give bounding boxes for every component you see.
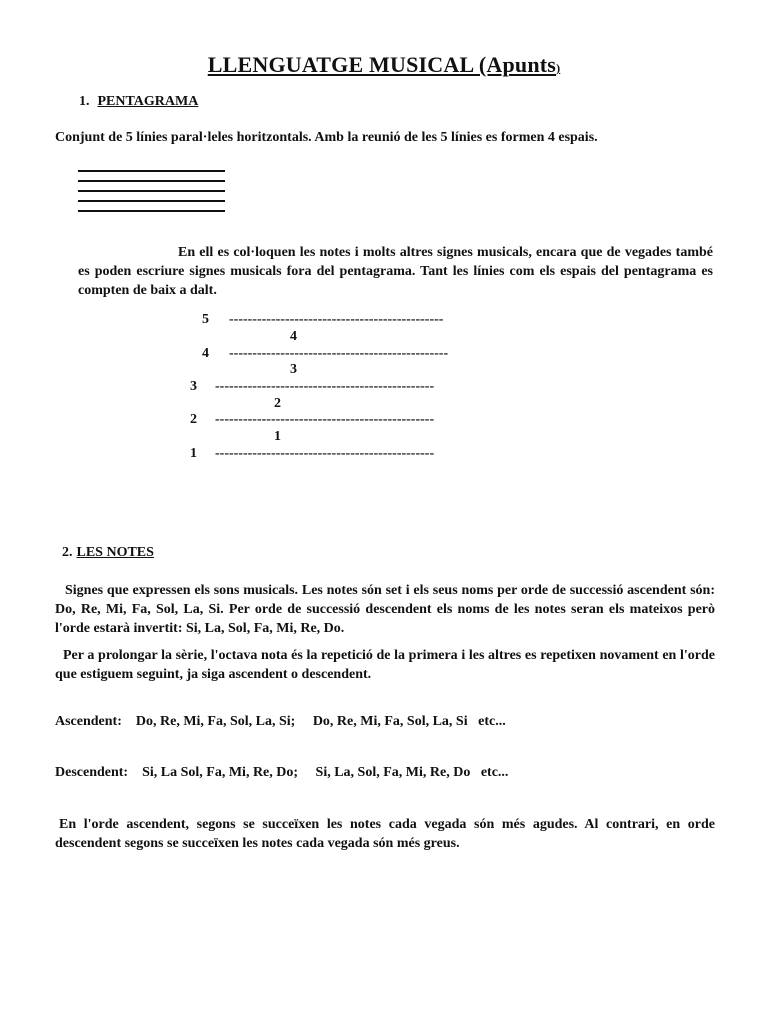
notes-paragraph-1: Signes que expressen els sons musicals. Les notes són set i els seus noms per orde de successió ascendent són: Do, Re, Mi, Fa, Sol, La, Si. Per orde de successió descendent els noms de les notes seran els mateixos però l'orde estarà invertit: Si, La, Sol, Fa, Mi, Re, Do. (55, 583, 715, 636)
staff-row-dashes: ---------------------------------------------- (229, 312, 444, 327)
ascendent-series: Ascendent: Do, Re, Mi, Fa, Sol, La, Si; Do, Re, Mi, Fa, Sol, La, Si etc... (55, 714, 506, 729)
staff-row-line-1 (190, 446, 434, 462)
staff-row-label: 1 (190, 446, 197, 461)
staff-row-label: 1 (274, 429, 281, 444)
staff-row-line-5 (202, 312, 443, 328)
staff-row-label: 4 (290, 329, 297, 344)
staff-row-label: 3 (290, 362, 297, 377)
staff-row-line-4 (202, 346, 448, 362)
section-number: 2. (62, 545, 73, 560)
section-heading-les-notes (62, 545, 154, 561)
staff-row-label: 2 (274, 396, 281, 411)
page-title-main: LLENGUATGE MUSICAL (Apunts (207, 52, 557, 77)
staff-row-dashes: ----------------------------------------------- (215, 446, 435, 461)
staff-row-dashes: ----------------------------------------------- (229, 346, 449, 361)
notes-paragraph-3: En l'orde ascendent, segons se succeïxen les notes cada vegada són més agudes. Al contrari, en orde descendent segons se succeïxen les notes cada vegada són més greus. (55, 817, 715, 851)
pentagrama-explanation: En ell es col·loquen les notes i molts altres signes musicals, encara que de vegades també es poden escriure signes musicals fora del pentagrama. Tant les línies com els espais del pentagrama es compten de baix a dalt. (78, 245, 713, 298)
section-heading-pentagrama (79, 94, 198, 110)
pentagrama-definition: Conjunt de 5 línies paral·leles horitzontals. Amb la reunió de les 5 línies es formen 4 espais. (55, 130, 598, 145)
staff-line (78, 210, 225, 212)
descendent-series: Descendent: Si, La Sol, Fa, Mi, Re, Do; Si, La, Sol, Fa, Mi, Re, Do etc... (55, 765, 509, 780)
page-title (0, 52, 768, 78)
staff-row-line-2 (190, 412, 434, 428)
section-title: PENTAGRAMA (97, 94, 199, 109)
staff-illustration (78, 170, 225, 214)
staff-row-label: 3 (190, 379, 197, 394)
staff-row-label: 2 (190, 412, 197, 427)
page-title-paren: ) (556, 61, 561, 75)
staff-row-space-4 (290, 329, 297, 345)
staff-line (78, 170, 225, 172)
staff-row-line-3 (190, 379, 434, 395)
staff-row-space-3 (290, 362, 297, 378)
staff-row-dashes: ----------------------------------------------- (215, 379, 435, 394)
section-title: LES NOTES (76, 545, 154, 560)
notes-paragraph-2: Per a prolongar la sèrie, l'octava nota és la repetició de la primera i les altres es repetixen novament en l'orde que estiguem seguint, ja siga ascendent o descendent. (55, 648, 715, 682)
staff-row-space-2 (274, 396, 281, 412)
staff-row-label: 5 (202, 312, 209, 327)
staff-line (78, 180, 225, 182)
staff-row-label: 4 (202, 346, 209, 361)
staff-row-dashes: ----------------------------------------------- (215, 412, 435, 427)
section-number: 1. (79, 94, 90, 109)
staff-row-space-1 (274, 429, 281, 445)
staff-line (78, 200, 225, 202)
staff-line (78, 190, 225, 192)
